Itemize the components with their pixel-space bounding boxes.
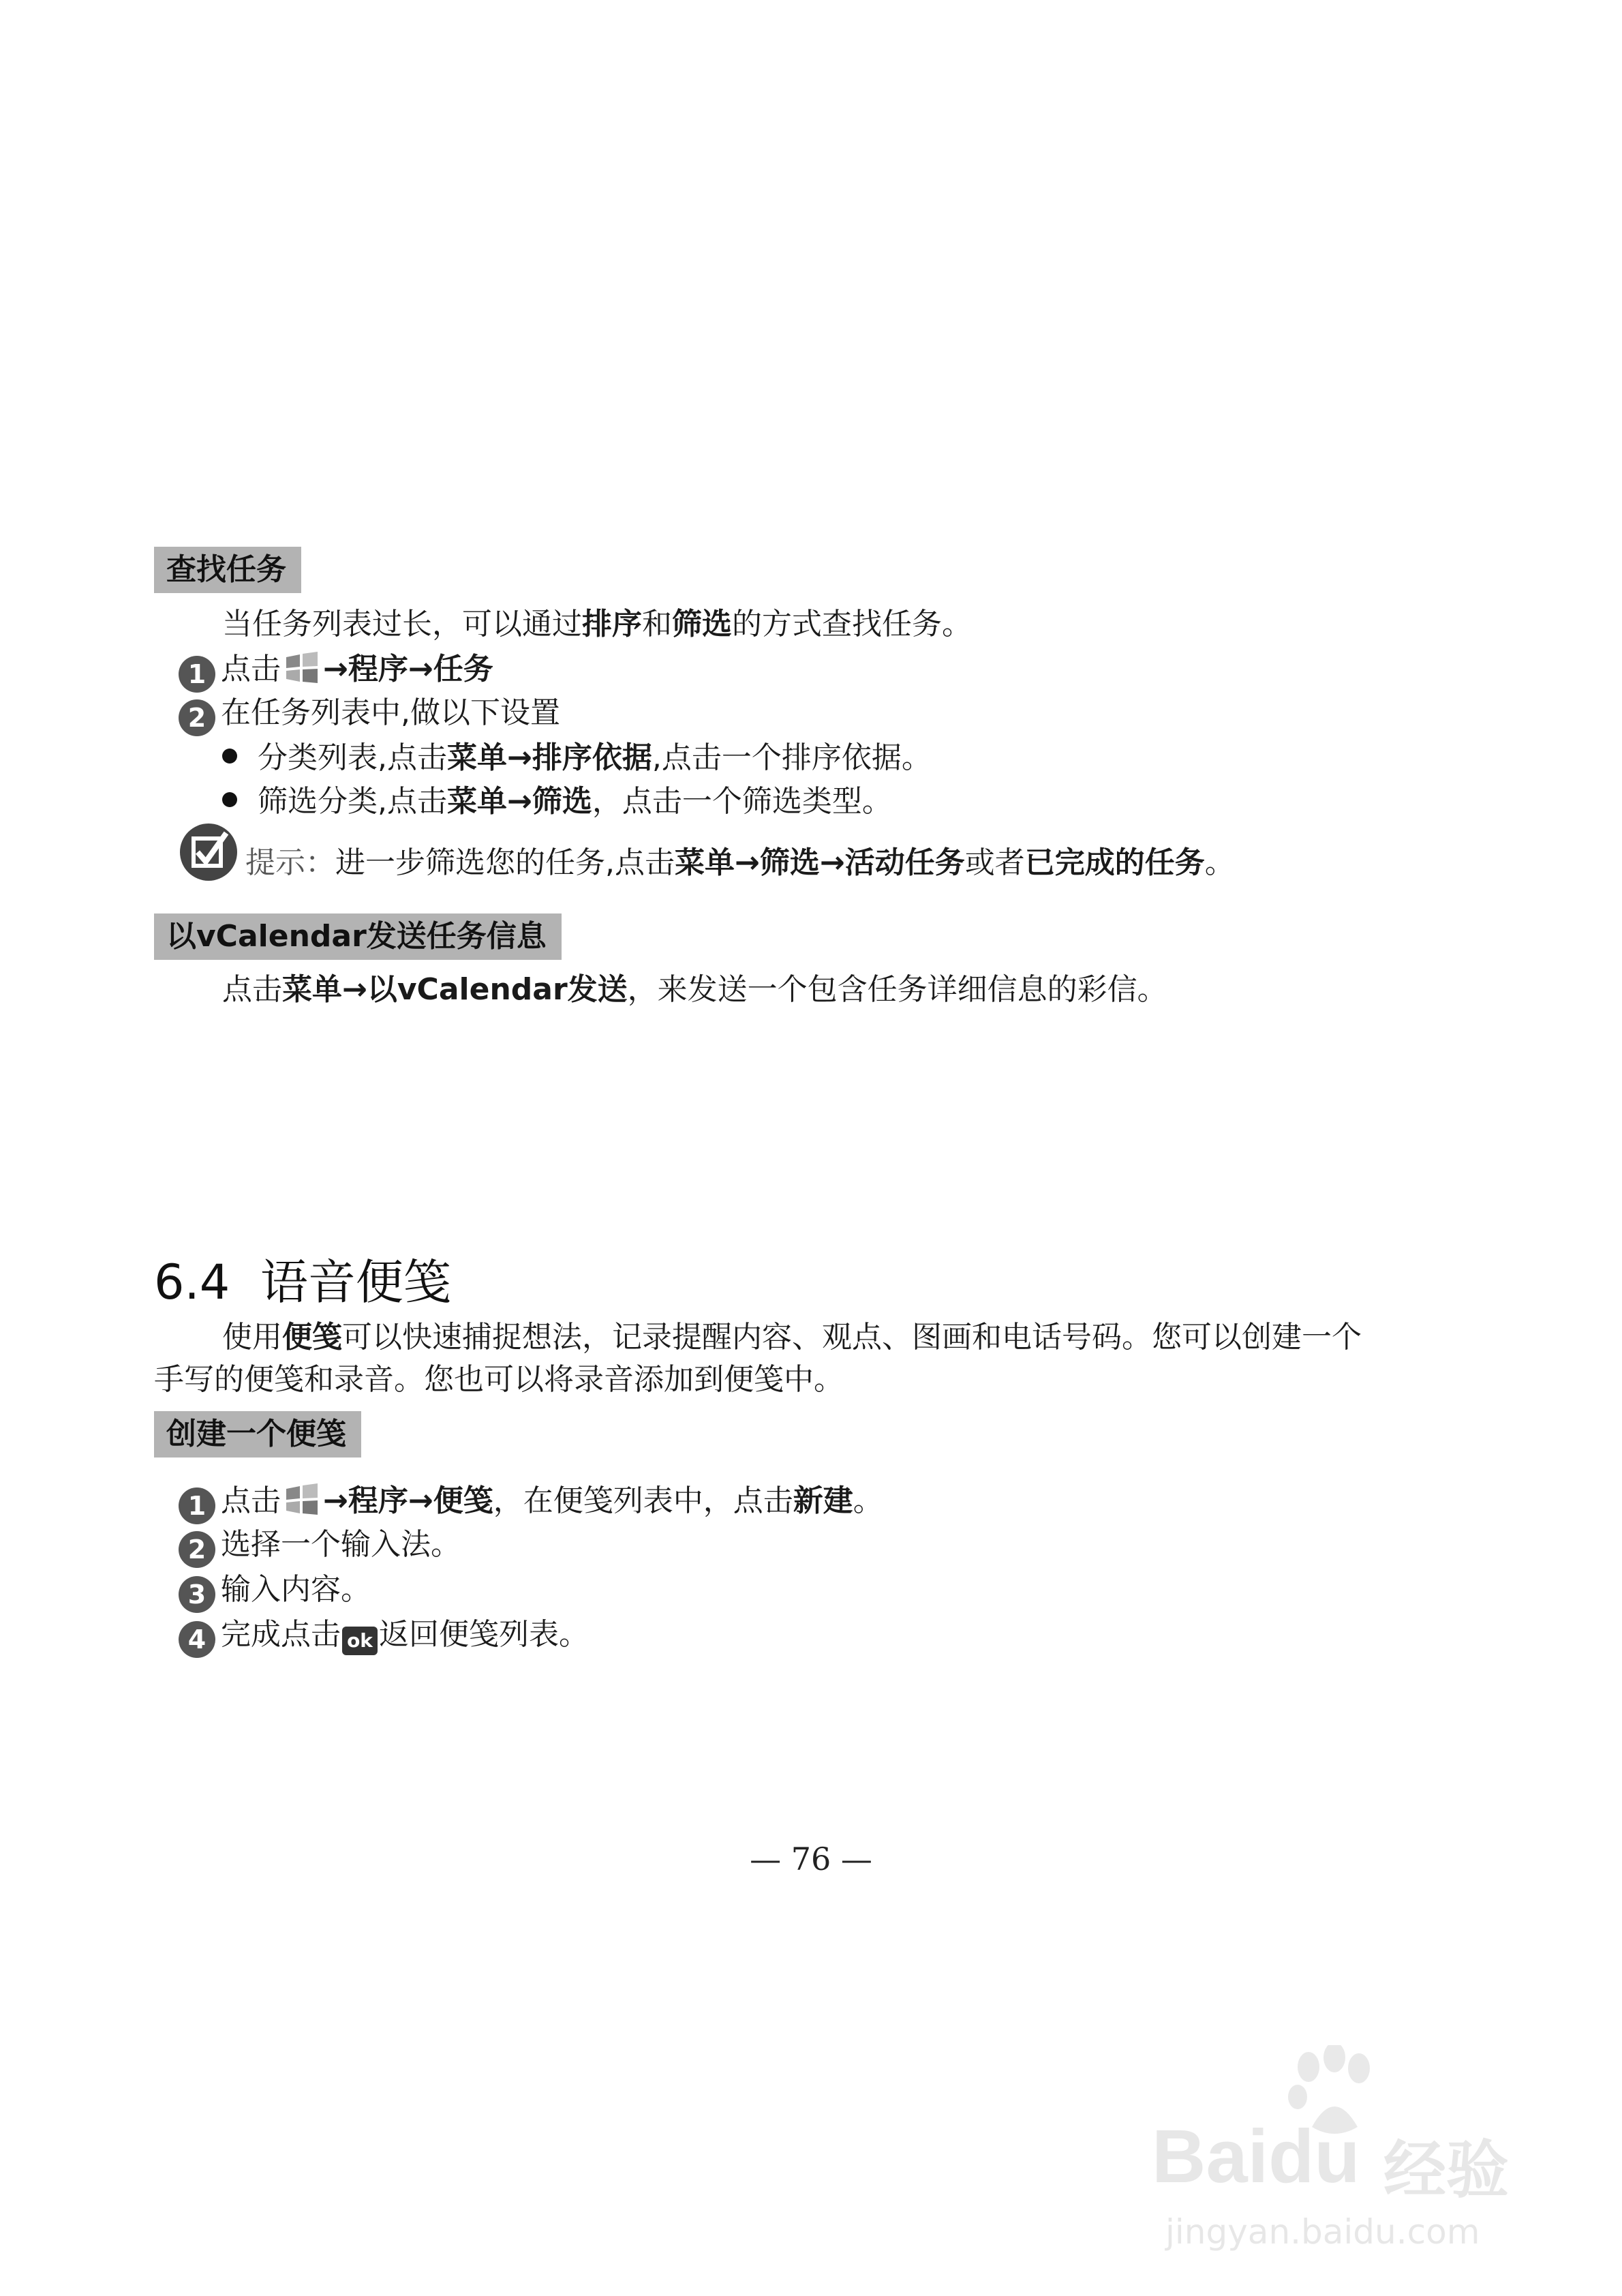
- create-step-3: 3 输入内容。: [179, 1569, 371, 1613]
- windows-start-icon: [282, 1483, 322, 1516]
- ok-button-icon: ok: [342, 1627, 378, 1655]
- create-step-1: 1 点击 →程序→便笺，在便笺列表中，点击新建。: [179, 1481, 883, 1524]
- step-number-badge: 2: [179, 1531, 215, 1568]
- bullet-dot: [222, 749, 237, 764]
- baidu-watermark: [1152, 2045, 1561, 2263]
- page-number: — 76 —: [750, 1841, 872, 1877]
- create-step-2: 2 选择一个输入法。: [179, 1524, 461, 1568]
- step-number-badge: 2: [179, 699, 215, 736]
- create-step-4: 4 完成点击 ok 返回便笺列表。: [179, 1614, 589, 1658]
- bullet-dot: [222, 792, 237, 807]
- tip-label: 提示：: [245, 845, 335, 880]
- step-number-badge: 1: [179, 656, 215, 693]
- watermark-brand-cn: 经验: [1383, 2134, 1510, 2207]
- step-number-badge: 3: [179, 1576, 215, 1613]
- tip-line: 提示：进一步筛选您的任务,点击菜单→筛选→活动任务或者已完成的任务。: [245, 845, 1235, 880]
- watermark-url: jingyan.baidu.com: [1165, 2212, 1480, 2252]
- bullet-filter: 筛选分类,点击菜单→筛选，点击一个筛选类型。: [222, 781, 892, 822]
- watermark-brand: Baidu: [1152, 2115, 1360, 2199]
- find-tasks-intro: 当任务列表过长，可以通过排序和筛选的方式查找任务。: [222, 607, 972, 641]
- bullet-sort: 分类列表,点击菜单→排序依据,点击一个排序依据。: [222, 738, 932, 779]
- vcal-heading: 以vCalendar发送任务信息: [154, 913, 562, 960]
- notes-para-1: 使用便笺可以快速捕捉想法，记录提醒内容、观点、图画和电话号码。您可以创建一个: [222, 1320, 1362, 1355]
- tip-checkbox-icon: [179, 822, 239, 882]
- section-title: 6.4 语音便笺: [154, 1254, 451, 1310]
- find-step-2: 2 在任务列表中,做以下设置: [179, 693, 560, 736]
- step-number-badge: 1: [179, 1487, 215, 1524]
- step-number-badge: 4: [179, 1621, 215, 1658]
- notes-para-2: 手写的便笺和录音。您也可以将录音添加到便笺中。: [154, 1362, 844, 1397]
- find-step-1: 1 点击 →程序→任务: [179, 649, 493, 693]
- find-tasks-heading: 查找任务: [154, 547, 301, 593]
- create-note-heading: 创建一个便笺: [154, 1411, 361, 1457]
- windows-start-icon: [282, 652, 322, 684]
- vcal-line: 点击菜单→以vCalendar发送，来发送一个包含任务详细信息的彩信。: [222, 972, 1167, 1007]
